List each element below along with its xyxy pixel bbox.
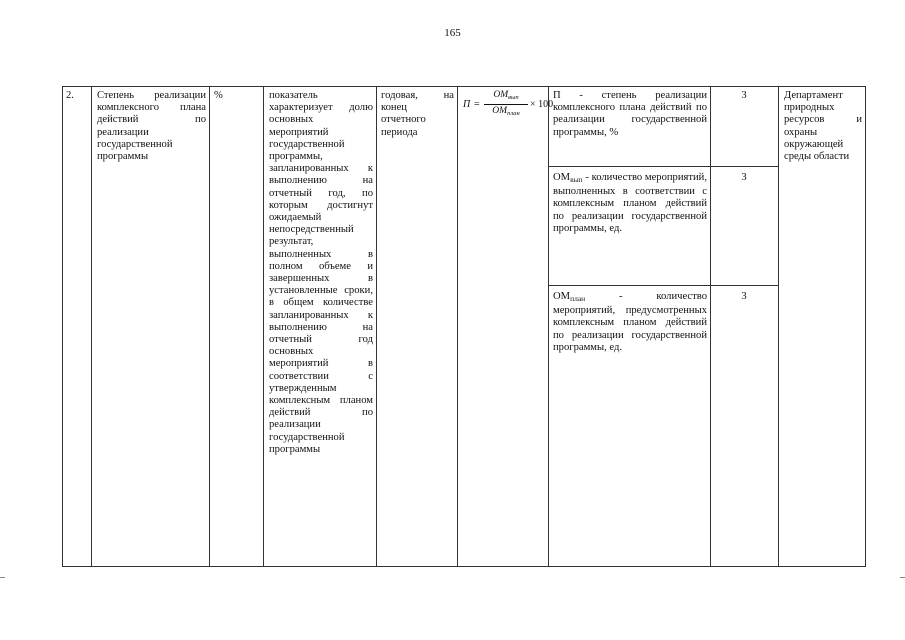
variable-method-2: 3 [741, 172, 747, 183]
scan-mark-right [900, 577, 905, 578]
col-border-0 [62, 86, 63, 567]
col-border-2 [209, 86, 210, 567]
col-border-5 [457, 86, 458, 567]
responsible-authority: Департамент природных ресурсов и охраны окружающей среды области [784, 90, 862, 163]
variable-description-3: ОМплан - количество мероприятий, предусмотренных комплексным планом действий по реализации государственной программы, ед. [553, 291, 707, 353]
unit-of-measure: % [214, 90, 223, 101]
table-top-border [62, 86, 866, 87]
indicator-definition: показатель характеризует долю основных мероприятий государственной программы, запланированных к выполнению на отчетный год, по которым достигнут ожидаемый непосредственный результат, выполненных в полном объеме и завершенных в установленные сроки, в общем количестве запланированных к выполнению на отчетный год основных мероприятий в соответствии с утвержденным комплексным планом действий по реализации государственной программы [269, 90, 373, 455]
page-number: 165 [444, 27, 461, 39]
col-border-1 [91, 86, 92, 567]
col-border-4 [376, 86, 377, 567]
subrow-divider-1 [548, 166, 779, 167]
col-border-7 [710, 86, 711, 567]
formula-multiplier: × 100 [530, 99, 554, 110]
variable-method-1: 3 [741, 90, 747, 101]
indicator-name: Степень реализации комплексного плана действий по реализации государственной программы [97, 90, 206, 163]
formula-fraction [484, 90, 528, 119]
formula-equals: = [474, 99, 480, 110]
calculation-formula [463, 90, 554, 120]
col-border-6 [548, 86, 549, 567]
col-border-9 [865, 86, 866, 567]
col-border-3 [263, 86, 264, 567]
col-border-8 [778, 86, 779, 567]
periodicity: годовая, на конец отчетного периода [381, 90, 454, 138]
fraction-bar [484, 104, 528, 105]
variable-description-1: П - степень реализации комплексного плана действий по реализации государственной программы, % [553, 90, 707, 138]
table-bottom-border [62, 566, 866, 567]
formula-lhs: П [463, 99, 471, 110]
subrow-divider-2 [548, 285, 779, 286]
variable-method-3: 3 [741, 291, 747, 302]
row-index: 2. [66, 90, 74, 101]
formula-numerator: $ОМ_{вып}$ [493, 90, 519, 101]
variable-description-2: ОМвып - количество мероприятий, выполненных в соответствии с комплексным планом действий по реализации государственной программы, ед. [553, 172, 707, 234]
formula-denominator: $ОМ_{план}$ [492, 106, 520, 117]
indicator-table [62, 86, 866, 567]
scan-mark-left [0, 577, 5, 578]
